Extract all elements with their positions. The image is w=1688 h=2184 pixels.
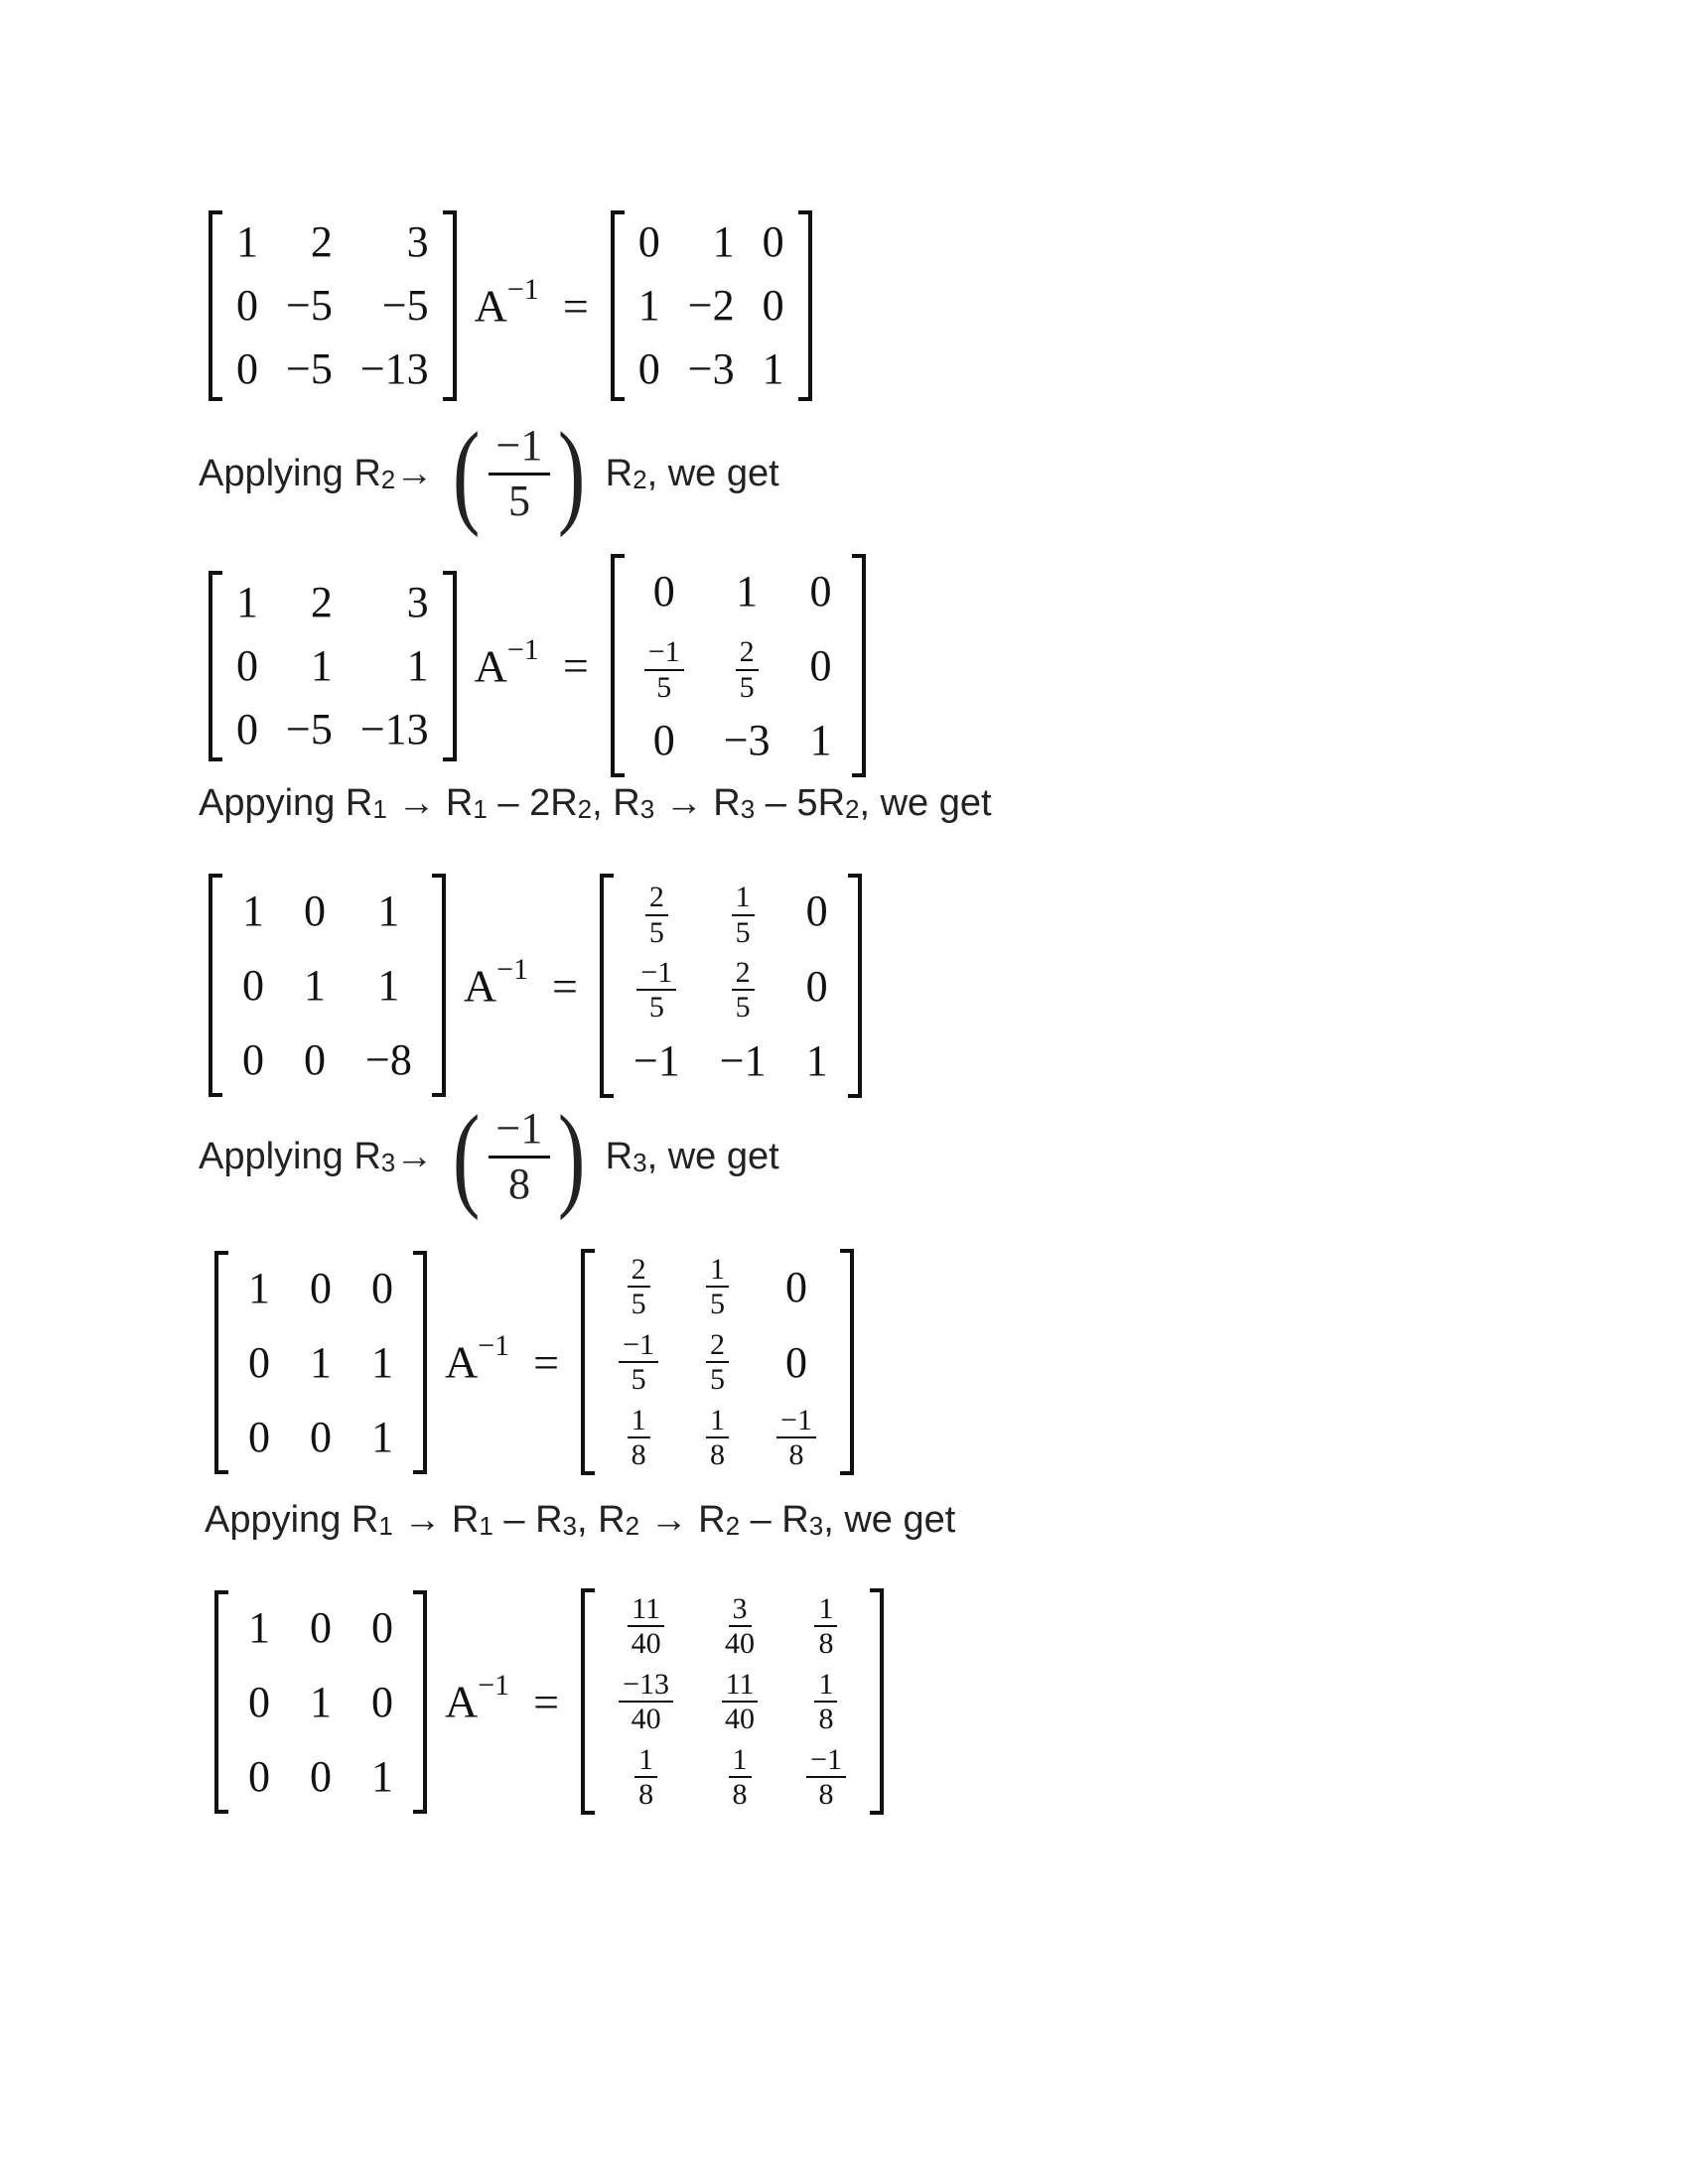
scalar-fraction — [447, 1091, 591, 1221]
matrix-row — [614, 874, 848, 948]
right-matrix — [581, 1588, 884, 1815]
a-symbol: A — [463, 960, 497, 1012]
matrix-row — [228, 1400, 413, 1474]
fraction — [776, 1405, 816, 1471]
matrix-cell: 0 — [809, 567, 832, 615]
matrix-row — [222, 338, 443, 401]
fraction — [636, 957, 676, 1024]
fraction-denominator: 5 — [507, 476, 530, 525]
fraction — [732, 882, 755, 948]
fraction — [619, 1669, 673, 1735]
matrix-cell — [700, 948, 786, 1023]
matrix-row — [595, 1324, 840, 1400]
matrix-table — [222, 571, 443, 761]
right-paren: ) — [558, 1091, 586, 1221]
matrix-cell — [682, 1400, 753, 1475]
a-symbol: A — [445, 1336, 479, 1388]
matrix-cell: 0 — [371, 1602, 393, 1652]
fraction-numerator: 2 — [732, 957, 755, 992]
matrix-cell — [625, 628, 704, 703]
matrix-row — [625, 703, 852, 777]
matrix-cell: 1 — [637, 281, 660, 330]
fraction-numerator: 11 — [722, 1669, 759, 1704]
matrix-cell: 1 — [371, 1412, 393, 1461]
matrix-cell: 1 — [736, 567, 759, 615]
matrix-cell — [614, 874, 700, 948]
right-matrix — [581, 1249, 854, 1475]
matrix-cell: 0 — [304, 1035, 326, 1085]
matrix-cell: 0 — [236, 344, 258, 393]
scalar-fraction — [447, 408, 591, 538]
right-matrix — [611, 210, 812, 401]
fraction-denominator: 40 — [631, 1703, 661, 1735]
matrix-cell: 1 — [377, 961, 400, 1011]
fraction-numerator: 1 — [628, 1405, 650, 1439]
matrix-table — [228, 1251, 413, 1474]
fraction — [644, 636, 684, 703]
instruction-text: , we get — [859, 782, 992, 824]
fraction-denominator: 5 — [735, 915, 751, 949]
fraction-numerator: −1 — [776, 1405, 816, 1439]
fraction-denominator: 5 — [735, 991, 751, 1024]
fraction — [628, 1593, 665, 1660]
matrix-row — [625, 628, 852, 703]
instruction-text: – R — [492, 1499, 563, 1541]
matrix-table — [614, 874, 848, 1098]
matrix-cell: 0 — [784, 1262, 807, 1311]
a-symbol: A — [474, 640, 507, 692]
matrix-cell: 1 — [236, 577, 258, 626]
step-instruction-2 — [199, 782, 992, 825]
equation-1 — [209, 210, 812, 401]
equals-sign: = — [533, 1336, 560, 1388]
matrix-row — [625, 274, 798, 338]
fraction-numerator: 2 — [706, 1329, 729, 1364]
matrix-cell: 1 — [236, 217, 258, 266]
matrix-cell: 1 — [377, 887, 400, 936]
matrix-cell: 0 — [242, 1035, 264, 1085]
instruction-text: , R — [577, 1499, 626, 1541]
instruction-text: → R — [639, 1499, 726, 1541]
row-subscript: 1 — [479, 1511, 493, 1541]
fraction-denominator: 8 — [818, 1778, 834, 1811]
matrix-table — [625, 554, 852, 777]
matrix-cell — [782, 1739, 870, 1815]
fraction-denominator: 8 — [788, 1438, 804, 1471]
row-subscript: 3 — [808, 1511, 824, 1541]
matrix-cell: −1 — [633, 1035, 680, 1085]
step-instruction-4 — [205, 1499, 955, 1542]
matrix-cell: 0 — [310, 1412, 332, 1461]
equals-sign: = — [562, 280, 589, 332]
row-subscript: 2 — [725, 1511, 741, 1541]
fraction-denominator: 8 — [818, 1703, 834, 1735]
a-inverse — [474, 273, 589, 332]
matrix-cell: 0 — [371, 1677, 393, 1726]
row-subscript: 2 — [633, 464, 647, 494]
matrix-cell — [595, 1664, 697, 1739]
matrix-cell: 0 — [762, 217, 784, 266]
matrix-table — [222, 210, 443, 401]
fraction-denominator: 5 — [710, 1288, 726, 1320]
fraction-denominator: 40 — [725, 1703, 756, 1735]
matrix-cell: 1 — [248, 1602, 270, 1652]
matrix-cell: 3 — [406, 217, 429, 266]
equation-5 — [214, 1588, 884, 1815]
fraction-numerator: 1 — [814, 1669, 837, 1704]
inverse-exponent: −1 — [506, 633, 539, 667]
matrix-cell: −2 — [687, 281, 735, 330]
a-inverse — [445, 1669, 560, 1727]
fraction — [706, 1254, 729, 1320]
matrix-cell: 1 — [712, 217, 735, 266]
matrix-cell — [595, 1249, 682, 1324]
fraction-numerator: 1 — [814, 1593, 837, 1628]
matrix-table — [625, 210, 798, 401]
matrix-cell: 1 — [809, 716, 832, 765]
matrix-cell: 1 — [310, 1337, 332, 1387]
matrix-row — [222, 571, 443, 634]
matrix-cell: 0 — [242, 961, 264, 1011]
matrix-cell — [697, 1664, 782, 1739]
fraction-denominator: 5 — [656, 670, 672, 704]
instruction-text: → R — [392, 1499, 480, 1541]
row-subscript: 3 — [633, 1147, 647, 1177]
equation-4 — [214, 1249, 854, 1475]
matrix-cell: 0 — [637, 344, 660, 393]
matrix-cell: 0 — [236, 640, 258, 690]
matrix-cell — [782, 1588, 870, 1664]
row-subscript: 3 — [562, 1511, 577, 1541]
matrix-cell — [682, 1249, 753, 1324]
fraction-numerator: −1 — [489, 1105, 551, 1158]
matrix-cell: 0 — [637, 217, 660, 266]
row-subscript: 3 — [639, 794, 655, 824]
fraction-numerator: −1 — [636, 957, 676, 992]
step-suffix: , we get — [646, 452, 779, 494]
matrix-cell — [697, 1588, 782, 1664]
matrix-cell — [700, 874, 786, 948]
fraction — [634, 1744, 657, 1811]
matrix-cell: 0 — [805, 887, 828, 936]
instruction-text: → R — [386, 782, 474, 824]
equals-sign: = — [562, 640, 589, 692]
instruction-text: – 5R — [755, 782, 846, 824]
equation-3 — [209, 874, 862, 1098]
row-subscript: 1 — [372, 794, 387, 824]
matrix-cell: −3 — [687, 344, 735, 393]
matrix-row — [222, 874, 432, 948]
fraction — [732, 957, 755, 1024]
fraction-denominator: 5 — [710, 1363, 726, 1396]
fraction-numerator: 3 — [729, 1593, 752, 1628]
a-inverse — [463, 953, 578, 1012]
row-subscript: 1 — [378, 1511, 393, 1541]
step-instruction-3 — [199, 1091, 779, 1221]
right-matrix — [600, 874, 862, 1098]
row-subscript: 2 — [845, 794, 860, 824]
matrix-cell — [697, 1739, 782, 1815]
matrix-cell — [682, 1324, 753, 1400]
inverse-exponent: −1 — [496, 953, 528, 987]
fraction-denominator: 40 — [725, 1627, 756, 1660]
matrix-cell: −5 — [286, 281, 333, 330]
row-subscript: 3 — [740, 794, 756, 824]
matrix-cell — [595, 1400, 682, 1475]
matrix-cell: 0 — [310, 1263, 332, 1312]
matrix-cell: −5 — [286, 344, 333, 393]
arrow: → — [395, 1135, 434, 1177]
matrix-row — [595, 1739, 870, 1815]
left-paren: ( — [453, 408, 481, 538]
fraction-denominator: 5 — [648, 915, 664, 949]
matrix-cell: 0 — [236, 704, 258, 753]
fraction-numerator: 11 — [628, 1593, 664, 1628]
matrix-row — [595, 1249, 840, 1324]
left-matrix — [214, 1590, 427, 1814]
fraction — [628, 1254, 650, 1320]
matrix-cell: 0 — [652, 716, 675, 765]
step-prefix: Applying R — [199, 452, 381, 494]
a-symbol: A — [474, 280, 507, 332]
matrix-cell: −8 — [365, 1035, 412, 1085]
matrix-cell: 3 — [406, 577, 429, 626]
matrix-cell: 1 — [242, 887, 264, 936]
inverse-exponent: −1 — [478, 1329, 510, 1363]
step-prefix: Applying R — [199, 1135, 381, 1177]
equals-sign: = — [551, 960, 578, 1012]
matrix-cell — [595, 1588, 697, 1664]
matrix-cell: −13 — [359, 704, 429, 753]
matrix-table — [595, 1588, 870, 1815]
matrix-cell: 2 — [310, 217, 333, 266]
matrix-cell: 0 — [784, 1337, 807, 1387]
fraction-denominator: 5 — [631, 1363, 646, 1396]
fraction — [645, 882, 668, 948]
matrix-table — [595, 1249, 840, 1475]
left-paren: ( — [453, 1091, 481, 1221]
matrix-row — [222, 948, 432, 1023]
fraction-numerator: −1 — [806, 1744, 846, 1779]
row-subscript: 2 — [380, 464, 396, 494]
fraction — [706, 1329, 729, 1396]
inverse-exponent: −1 — [478, 1669, 510, 1703]
instruction-text: Appying R — [199, 782, 373, 824]
fraction-numerator: −13 — [619, 1669, 673, 1704]
matrix-row — [625, 338, 798, 401]
matrix-row — [228, 1665, 413, 1739]
step-instruction-1 — [199, 408, 779, 538]
a-symbol: A — [445, 1676, 479, 1727]
matrix-cell: 0 — [652, 567, 675, 615]
left-matrix — [214, 1251, 427, 1474]
matrix-row — [595, 1400, 840, 1475]
instruction-text: , we get — [823, 1499, 956, 1541]
fraction — [628, 1405, 650, 1471]
fraction-numerator: 1 — [706, 1405, 729, 1439]
right-matrix — [611, 554, 866, 777]
matrix-cell: 1 — [762, 344, 784, 393]
matrix-row — [222, 210, 443, 274]
matrix-row — [228, 1739, 413, 1814]
arrow: → — [395, 452, 434, 494]
step-suffix: , we get — [646, 1135, 779, 1177]
fraction — [736, 636, 759, 703]
matrix-row — [614, 1024, 848, 1098]
target-row: R — [605, 452, 633, 494]
matrix-cell: 0 — [304, 887, 326, 936]
row-subscript: 1 — [473, 794, 488, 824]
equals-sign: = — [533, 1676, 560, 1727]
fraction — [721, 1669, 759, 1735]
inverse-exponent: −1 — [506, 273, 539, 307]
matrix-row — [228, 1590, 413, 1665]
left-matrix — [209, 571, 457, 761]
fraction — [619, 1329, 658, 1396]
row-subscript: 3 — [380, 1147, 396, 1177]
instruction-text: – R — [740, 1499, 809, 1541]
fraction-numerator: 2 — [736, 636, 759, 671]
fraction-denominator: 8 — [507, 1159, 530, 1208]
a-inverse — [445, 1329, 560, 1388]
matrix-cell: 0 — [809, 641, 832, 691]
matrix-row — [614, 948, 848, 1023]
matrix-row — [625, 210, 798, 274]
matrix-cell: 1 — [304, 961, 326, 1011]
matrix-cell: 0 — [310, 1602, 332, 1652]
matrix-cell: 0 — [248, 1337, 270, 1387]
fraction-numerator: 1 — [729, 1744, 752, 1779]
fraction — [706, 1405, 729, 1471]
matrix-cell: 0 — [248, 1677, 270, 1726]
matrix-cell: 0 — [236, 281, 258, 330]
matrix-cell: −3 — [723, 716, 771, 765]
matrix-cell — [595, 1739, 697, 1815]
matrix-row — [222, 1023, 432, 1097]
fraction-denominator: 8 — [638, 1778, 654, 1811]
matrix-cell: 0 — [248, 1412, 270, 1461]
matrix-cell: 1 — [371, 1751, 393, 1801]
fraction-numerator: 2 — [645, 882, 668, 916]
fraction-numerator: 1 — [732, 882, 755, 916]
matrix-row — [222, 634, 443, 698]
matrix-cell: −5 — [286, 704, 333, 753]
matrix-cell: 1 — [371, 1337, 393, 1387]
matrix-cell: 1 — [406, 640, 429, 690]
instruction-text: , R — [592, 782, 640, 824]
left-matrix — [209, 874, 446, 1097]
matrix-cell — [753, 1400, 840, 1475]
right-paren: ) — [558, 408, 586, 538]
fraction-denominator: 40 — [631, 1627, 661, 1660]
a-inverse — [474, 633, 589, 692]
matrix-table — [222, 874, 432, 1097]
matrix-cell — [595, 1324, 682, 1400]
matrix-cell: 1 — [248, 1263, 270, 1312]
matrix-cell: 0 — [310, 1751, 332, 1801]
left-matrix — [209, 210, 457, 401]
matrix-cell: 0 — [371, 1263, 393, 1312]
fraction-denominator: 8 — [710, 1438, 726, 1471]
fraction-numerator: −1 — [644, 636, 684, 671]
matrix-row — [595, 1664, 870, 1739]
matrix-cell: −13 — [359, 344, 429, 393]
matrix-row — [228, 1325, 413, 1400]
matrix-cell: 1 — [310, 640, 333, 690]
instruction-text: – 2R — [487, 782, 578, 824]
fraction — [814, 1593, 837, 1660]
fraction-denominator: 5 — [648, 991, 664, 1024]
matrix-row — [228, 1251, 413, 1325]
matrix-cell: 0 — [762, 281, 784, 330]
fraction-denominator: 8 — [818, 1627, 834, 1660]
matrix-cell: 2 — [310, 577, 333, 626]
fraction-numerator: 2 — [628, 1254, 650, 1289]
row-subscript: 2 — [577, 794, 593, 824]
target-row: R — [605, 1135, 633, 1177]
fraction-denominator: 5 — [631, 1288, 646, 1320]
matrix-row — [625, 554, 852, 628]
fraction-numerator: −1 — [489, 422, 551, 475]
matrix-table — [228, 1590, 413, 1814]
matrix-cell — [782, 1664, 870, 1739]
matrix-cell: 0 — [248, 1751, 270, 1801]
fraction-numerator: −1 — [619, 1329, 658, 1364]
fraction-numerator: 1 — [706, 1254, 729, 1289]
matrix-cell: 1 — [805, 1035, 828, 1085]
fraction-numerator: 1 — [634, 1744, 657, 1779]
matrix-cell: −1 — [719, 1035, 767, 1085]
row-subscript: 2 — [625, 1511, 640, 1541]
matrix-cell: 0 — [805, 961, 828, 1011]
matrix-row — [222, 698, 443, 761]
matrix-cell: 1 — [310, 1677, 332, 1726]
fraction — [729, 1744, 752, 1811]
fraction — [721, 1593, 759, 1660]
instruction-text: → R — [654, 782, 741, 824]
fraction-denominator: 8 — [631, 1438, 646, 1471]
fraction-denominator: 8 — [732, 1778, 748, 1811]
matrix-cell: −5 — [381, 281, 429, 330]
instruction-text: Appying R — [205, 1499, 379, 1541]
fraction — [814, 1669, 837, 1735]
matrix-row — [595, 1588, 870, 1664]
fraction — [806, 1744, 846, 1811]
matrix-row — [222, 274, 443, 338]
matrix-cell — [614, 948, 700, 1023]
equation-2 — [209, 554, 866, 777]
matrix-cell — [704, 628, 790, 703]
fraction-denominator: 5 — [739, 670, 755, 704]
